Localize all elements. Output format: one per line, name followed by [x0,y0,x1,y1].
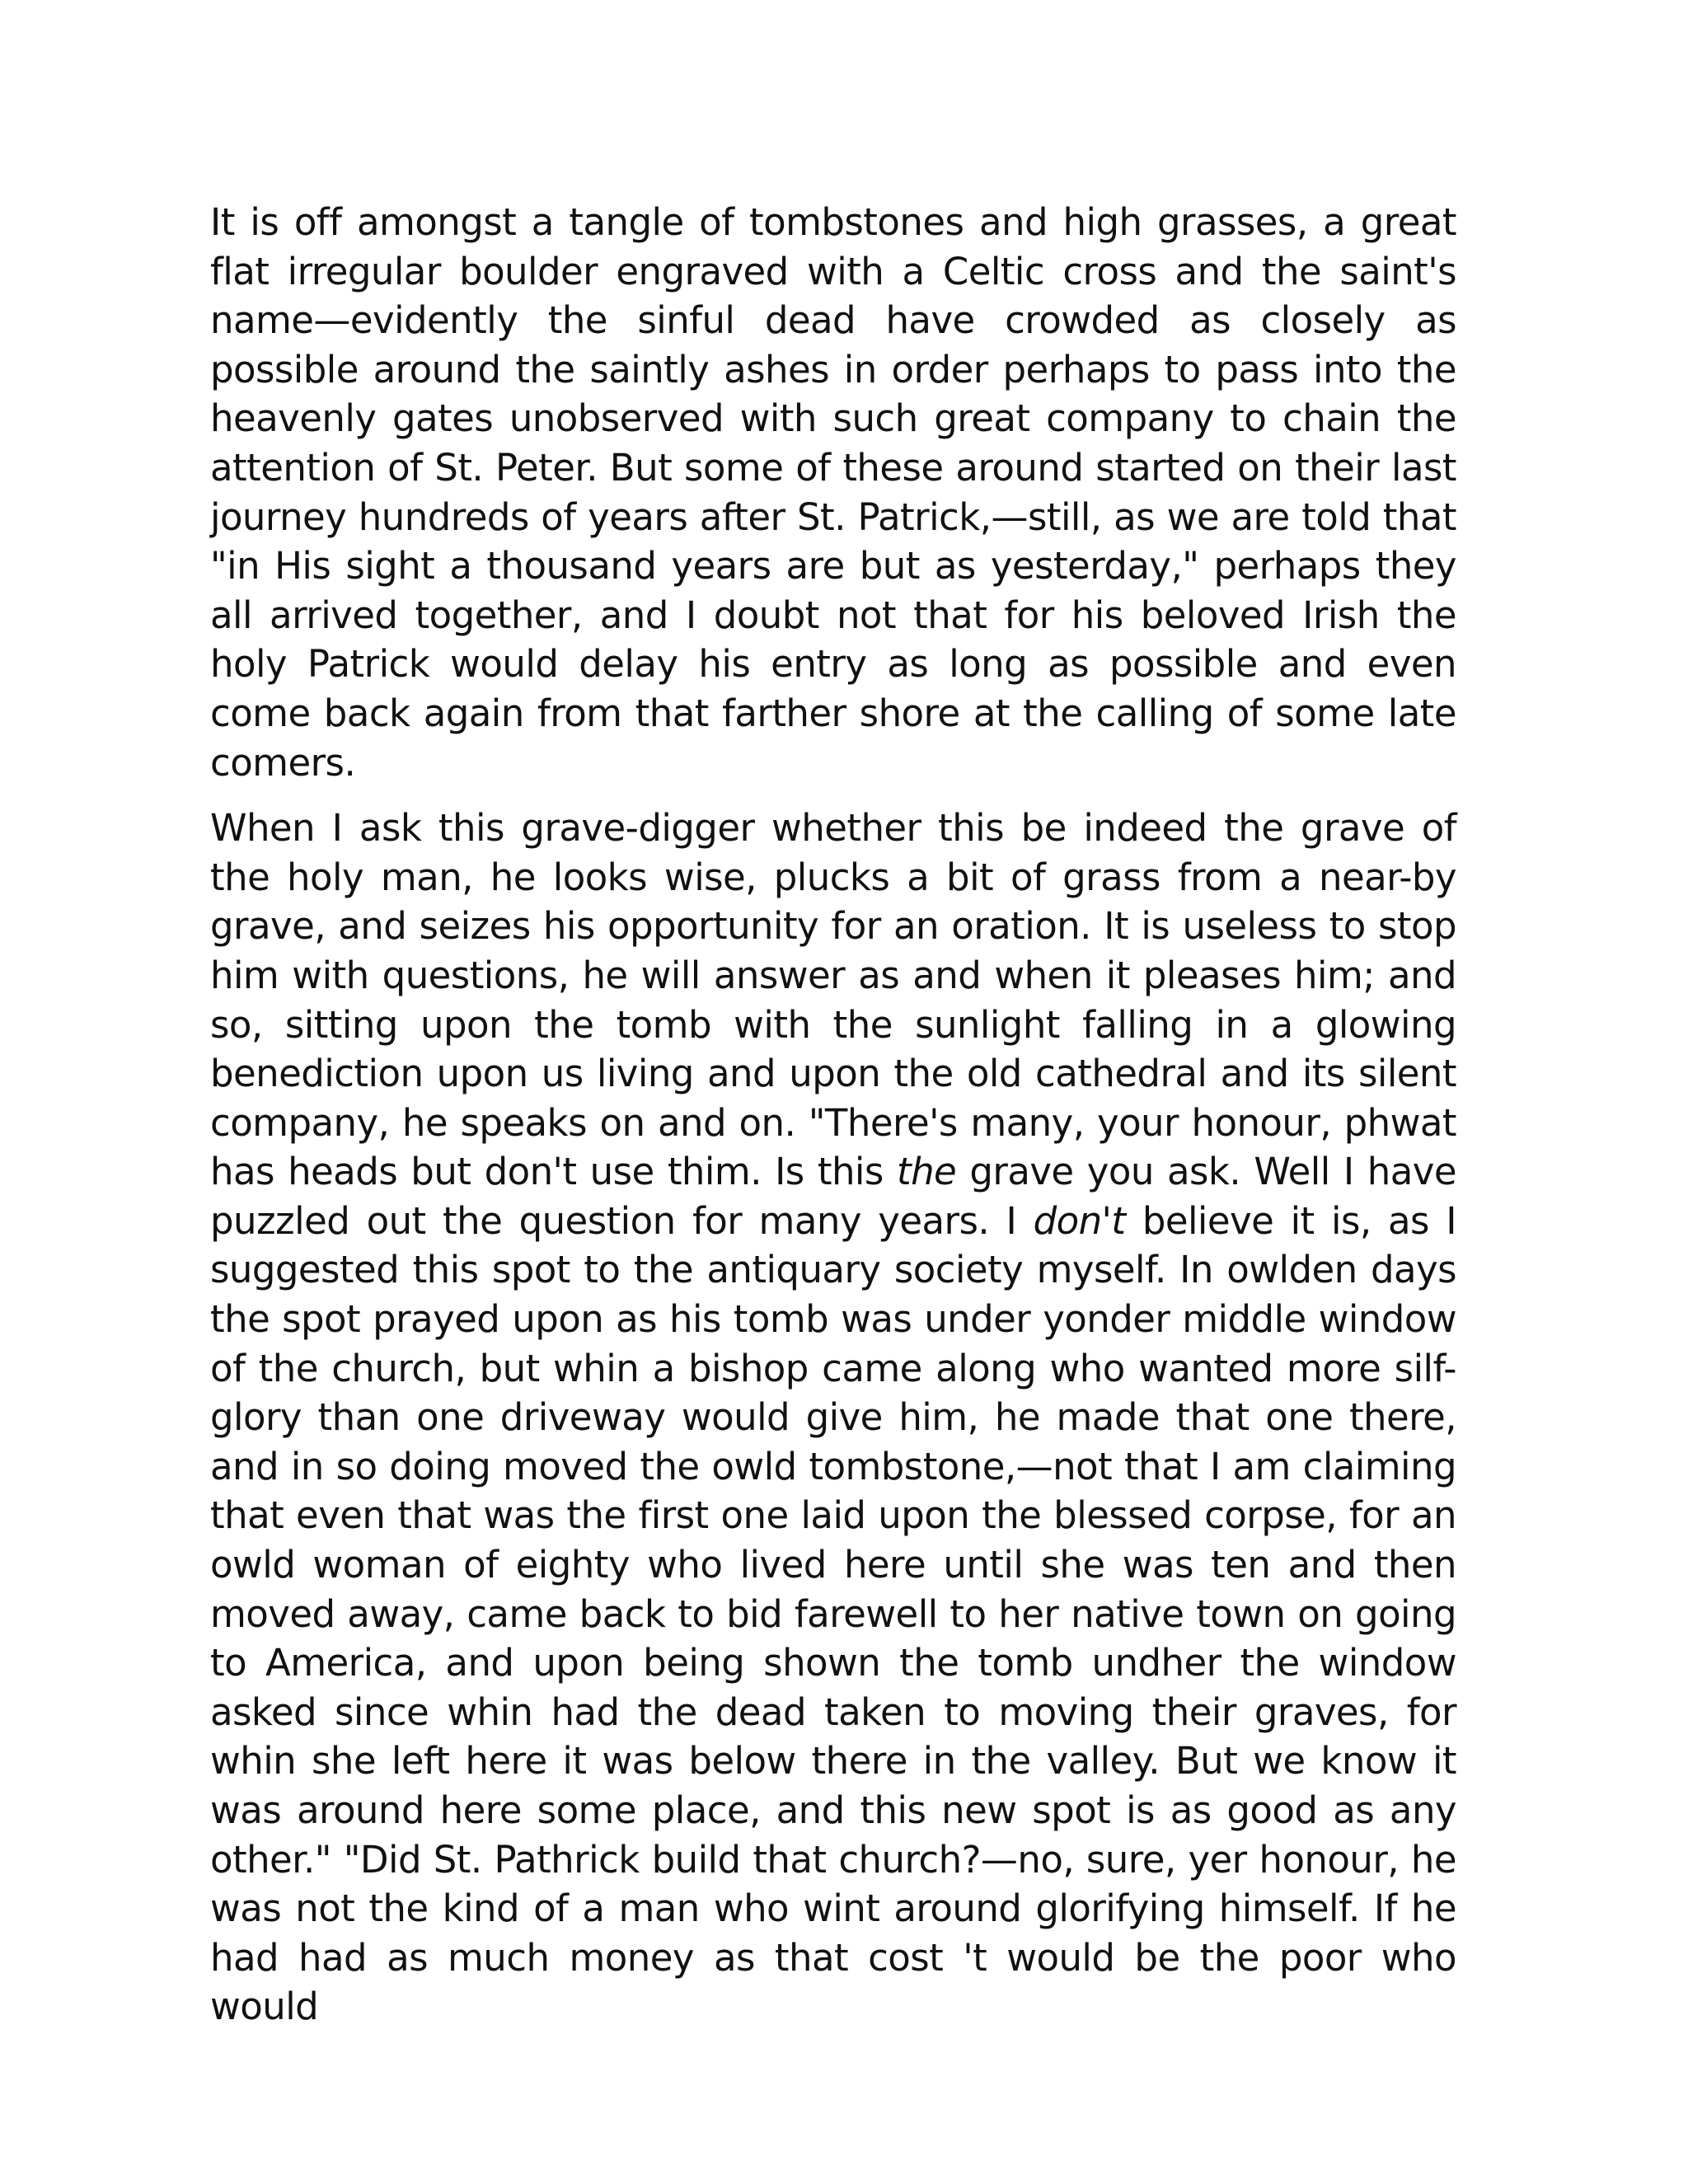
paragraph-text: believe it is, as I suggested this spot to the antiquary society myself. In owlden days the spot prayed upon as his tomb was under yonder middle window of the church, but whin a bishop came along who wanted more silf-glory than one driveway would give him, he made that one there, and in so doing moved the owld tombstone,—not that I am claiming that even that was the first one laid upon the blessed corpse, for an owld woman of eighty who lived here until she was ten and then moved away, came back to bid farewell to her native town on going to America, and upon being shown the tomb undher the window asked since whin had the dead taken to moving their graves, for whin she left here it was below there in the valley. But we know it was around here some place, and this new spot is as good as any other." "Did St. Pathrick build that church?—no, sure, yer honour, he was not the kind of a man who wint around glorifying himself. If he had had as much money as that cost 't would be the poor who would [210,1198,1456,2029]
paragraph-text: grave you ask. Well I have puzzled out the question for many years. I [210,1150,1456,1243]
paragraph-tombstone [210,198,1456,787]
paragraph-text: When I ask this grave-digger whether this be indeed the grave of the holy man, he looks wise, plucks a bit of grass from a near-by grave, and seizes his opportunity for an oration. It is useless to stop him with questions, he will answer as and when it pleases him; and so, sitting upon the tomb with the sunlight falling in a glowing benediction upon us living and upon the old cathedral and its silent company, he speaks on and on. "There's many, your honour, phwat has heads but don't use thim. Is this [210,806,1456,1194]
emphasis-the: the [896,1150,957,1194]
paragraph-text: It is off amongst a tangle of tombstones and high grasses, a great flat irregular boulder engraved with a Celtic cross and the saint's name—evidently the sinful dead have crowded as closely as possible around the saintly ashes in order perhaps to pass into the heavenly gates unobserved with such great company to chain the attention of St. Peter. But some of these around started on their last journey hundreds of years after St. Patrick,—still, as we are told that "in His sight a thousand years are but as yesterday," perhaps they all arrived together, and I doubt not that for his beloved Irish the holy Patrick would delay his entry as long as possible and even come back again from that farther shore at the calling of some late comers. [210,200,1456,785]
page-body [210,198,1456,2032]
paragraph-grave-digger [210,804,1456,2032]
emphasis-dont: don't [1033,1198,1126,1243]
